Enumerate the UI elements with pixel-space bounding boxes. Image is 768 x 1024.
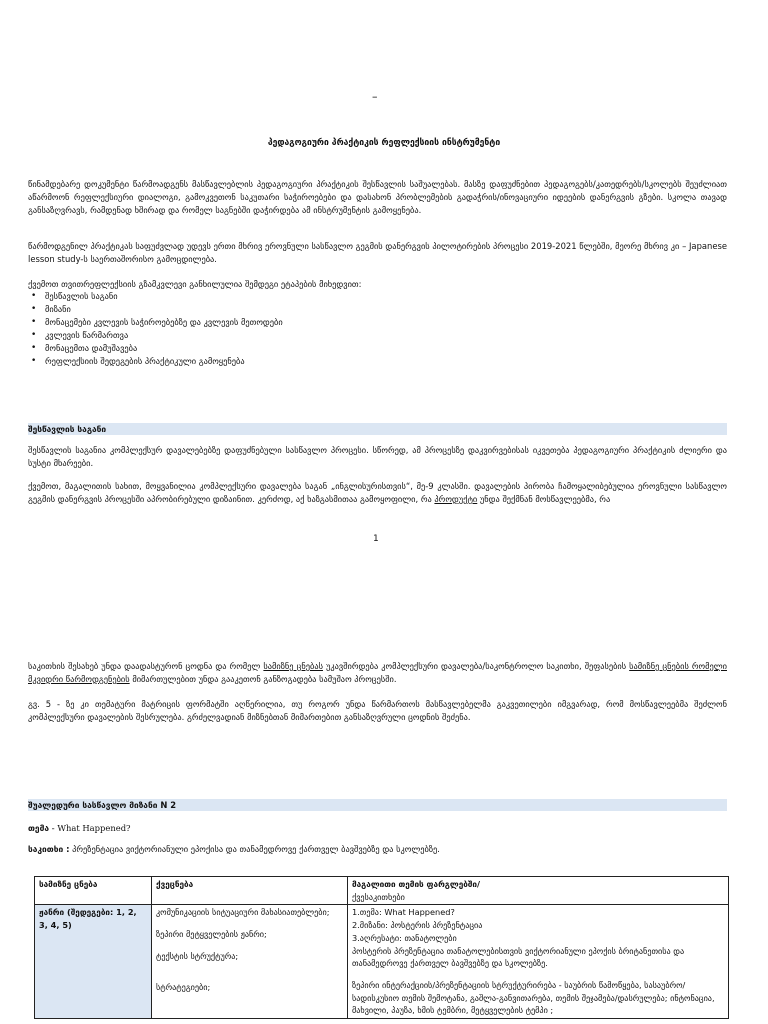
text-run: მიმართულებით უნდა გააკეთონ განზოგადება სამუშაო პროცესში. [129, 674, 397, 685]
concept-line [28, 843, 440, 856]
table-header: ქვეცნება [152, 877, 348, 905]
example-line: 2.მიზანი: პოსტერის პრეზენტაცია [352, 920, 483, 931]
list-item: • შესწავლის საგანი [28, 290, 528, 303]
text-run: უნდა შექმნან მოსწავლეებმა, რა [477, 494, 611, 505]
intro-paragraph-3: ქვემოთ თვითრეფლექსიის გზამკვლევი განხილულია შემდეგი ეტაპების მიხედვით: [28, 279, 362, 289]
list-item: • კვლევის წარმართვა [28, 329, 528, 342]
table-cell-genre: ჟანრი (შედეგები: 1, 2, 3, 4, 5) [35, 905, 152, 1019]
table-row [35, 905, 729, 1019]
subconcept-line: ზეპირი მეტყველების ჟანრი; [156, 929, 267, 940]
table-header-sub: ქვესაკითხები [352, 891, 405, 902]
theme-line [28, 822, 131, 835]
table-header [348, 877, 729, 905]
underlined-term: სამიზნე ცნებას [263, 661, 323, 671]
subconcept-line: ტექსტის სტრუქტურა; [156, 950, 239, 961]
stages-list [28, 290, 528, 368]
section1-paragraph-2 [28, 480, 727, 506]
table-header-row [35, 877, 729, 905]
table-cell-subconcepts [152, 905, 348, 1019]
section-heading-subject: შესწავლის საგანი [28, 423, 727, 435]
example-line: 1.თემა: What Happened? [352, 907, 455, 918]
text-run: უკავშირდება კომპლექსური დავალება/საკონტროლო საკითხი, შეფასების [322, 661, 630, 671]
section1-paragraph-1: შესწავლის საგანია კომპლექსურ დავალებებზე დაფუძნებული სასწავლო პროცესი. სწორედ, ამ პროცესზე დაკვირვებისას იკვეთება პედაგოგიური პრაქტიკის ძლიერი და სუსტი მხარეები. [28, 445, 727, 469]
theme-label: თემა [28, 823, 49, 833]
text-run: ქვემოთ, მაგალითის სახით, მოყვანილია კომპლექსური დავალება საგან „ინგლისურისთვის“, მე-9 კლასში. დავალების პირობა ჩამოყალიბებულია ეროვნული სასწავლო გეგმის დანერგვის პროცესში აპრობირებული დიზაინით. კერძოდ, აქ ხაზგასმითაა გამოყოფილი, რა [28, 481, 727, 505]
list-item: • მონაცემები კვლევის საჭიროებებზე და კვლევის მეთოდები [28, 316, 528, 329]
list-item: • მონაცემთა დამუშავება [28, 342, 528, 355]
example-line: 3.აღრესატი: თანატოლები [352, 932, 457, 943]
list-item: • რეფლექსიის შედეგების პრაქტიკული გამოყენება [28, 355, 528, 368]
subconcept-line: სტრატეგიები; [156, 981, 211, 992]
example-line: პოსტერის პრეზენტაცია თანატოლებისთვის ვიქტორიანული ეპოქის ბრიტანეთისა და თანამედროვე ქართველ ბავშვებზე და სკოლებზე. [352, 945, 685, 969]
list-item: • მიზანი [28, 303, 528, 316]
continuation-paragraph-2: გვ. 5 - ზე კი თემატური მატრიცის ფორმატში აღწერილია, თუ როგორ უნდა წარმართოს მასწავლებელმა გაკვეთილები იმგვარად, რომ მოსწავლეებმა შეძლონ კომპლექსური დავალების შესრულება. გრძელვადიან მიზნებთან მიმართებით განსაზღვრული ცოდნის შეძენა. [28, 699, 727, 723]
concept-label: საკითხი : [28, 844, 70, 854]
intro-paragraph-1: წინამდებარე დოკუმენტი წარმოადგენს მასწავლებლის პედაგოგიური პრაქტიკის შესწავლის საშუალებას. მასზე დაფუძნებით პედაგოგებს/კათედრებს/სკოლებს შეუძლიათ აწარმოონ რეფლექსიური დიალოგი, გამოკვეთონ საკუთარი საჭიროებები და დასახონ პრობლემების გადაჭრის/ინოვაციური იდეების დანერგვის გზები. სკოლა თავად განსაზღვრავს, რამდენად ხშირად და რომელ საგნებში დაჭირდება ამ ინსტრუმენტის გამოყენება. [28, 179, 727, 216]
page-dash: – [372, 90, 378, 103]
example-line: ზეპირი ინტერაქციის/პრეზენტაციის სტრუქტურირება - საუბრის წამოწყება, სასაუბრო/სადისკუსიო თემის შემოტანა, გაშლა-განვითარება, თემის შეჯამება/დასრულება; ინტონაცია, მახვილი, პაუზა, ხმის ტემბრი, მეტყველების ტემპი ; [352, 979, 715, 1016]
table-header: სამიზნე ცნება [35, 877, 152, 905]
concept-table [34, 876, 729, 1019]
continuation-paragraph-1 [28, 660, 727, 686]
section-heading-goal: შუალედური სასწავლო მიზანი N 2 [28, 799, 727, 811]
theme-separator: - [48, 823, 58, 833]
table-header-main: მაგალითი თემის ფარგლებში/ [352, 879, 480, 889]
text-run: საკითხის შესახებ უნდა დაადასტურონ ცოდნა და რომელ [28, 661, 264, 671]
page-number: 1 [373, 534, 379, 544]
underlined-term-product: პროდუქტი [434, 494, 478, 505]
concept-value: პრეზენტაცია ვიქტორიანული ეპოქისა და თანამედროვე ქართველ ბავშვებზე და სკოლებზე. [69, 844, 440, 854]
underlined-term: სამიზნე ცნების რომელი მკვიდრი წარმოდგენების [28, 661, 727, 685]
theme-value: What Happened? [57, 823, 131, 833]
document-title: პედაგოგიური პრაქტიკის რეფლექსიის ინსტრუმენტი [267, 138, 501, 148]
intro-paragraph-2: წარმოდგენილ პრაქტიკას საფუძვლად უდევს ერთი მხრივ ეროვნული სასწავლო გეგმის დანერგვის პილოტირების პროცესი 2019-2021 წლებში, მეორე მხრივ კი – Japanese lesson study-ს საერთაშორისო გამოცდილება. [28, 241, 727, 265]
subconcept-line: კომუნიკაციის სიტუაციური მახასიათებლები; [156, 907, 330, 918]
table-cell-examples [348, 905, 729, 1019]
